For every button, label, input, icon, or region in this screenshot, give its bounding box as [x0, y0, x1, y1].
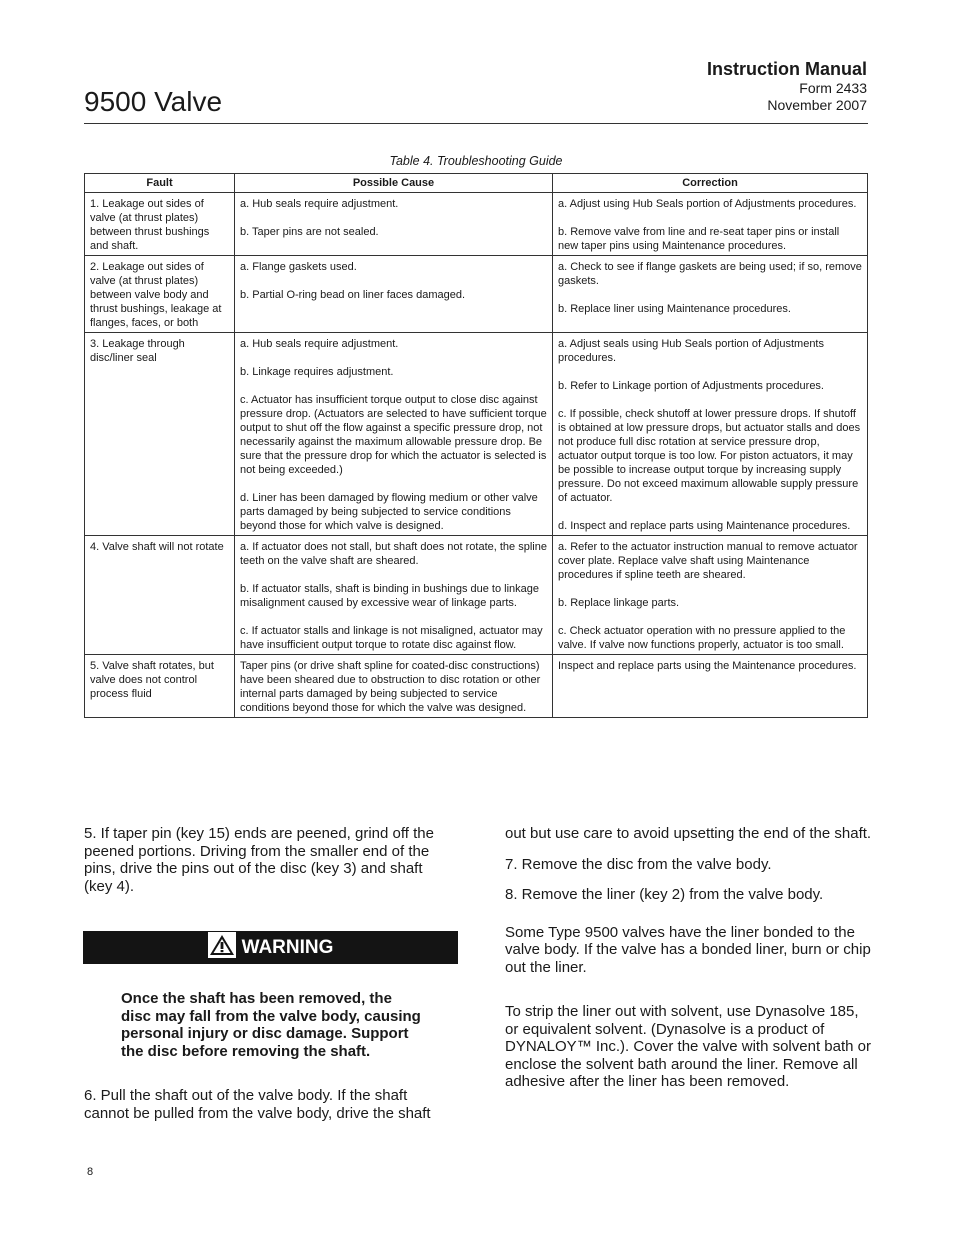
- cause-item: b. If actuator stalls, shaft is binding in bushings due to linkage misalignment caused by excessive wear of linkage parts.: [240, 583, 540, 609]
- correction-cell: [553, 655, 868, 718]
- table-row: [85, 256, 868, 333]
- step-8-text: 8. Remove the liner (key 2) from the valve body.: [505, 886, 824, 903]
- cause-cell: [235, 256, 553, 333]
- correction-cell: [553, 256, 868, 333]
- correction-item: a. Adjust seals using Hub Seals portion of Adjustments procedures.: [558, 338, 824, 364]
- correction-item: a. Adjust using Hub Seals portion of Adjustments procedures.: [558, 198, 857, 210]
- correction-item: a. Refer to the actuator instruction manual to remove actuator cover plate. Replace valve shaft using Maintenance procedures if spline teeth are sheared.: [558, 541, 858, 581]
- cause-item: c. If actuator stalls and linkage is not misaligned, actuator may have insufficient output torque to rotate disc against flow.: [240, 625, 543, 651]
- step-7-text: 7. Remove the disc from the valve body.: [505, 855, 772, 873]
- cause-item: a. If actuator does not stall, but shaft does not rotate, the spline teeth on the valve shaft are sheared.: [240, 541, 547, 567]
- table-row: [85, 536, 868, 655]
- table-body: [85, 193, 868, 718]
- table-row: [85, 655, 868, 718]
- cause-item: b. Taper pins are not sealed.: [240, 226, 379, 238]
- table-row: [85, 193, 868, 256]
- header-divider: [84, 123, 868, 124]
- cause-cell: [235, 193, 553, 256]
- publication-date: November 2007: [767, 97, 867, 113]
- warning-label: WARNING: [241, 936, 334, 958]
- bonded-liner-paragraph: Some Type 9500 valves have the liner bonded to the valve body. If the valve has a bonded liner, burn or chip out the liner.: [505, 923, 871, 976]
- cause-item: c. Actuator has insufficient torque output to close disc against pressure drop. (Actuators are selected to have sufficient torque output to shut off the flow against a specific pressure drop, not necessarily against the maximum allowable pressure drop. Be sure that the pressure drop for which the actuator is selected is not being exceeded.): [240, 394, 547, 476]
- warning-text: Once the shaft has been removed, the disc may fall from the valve body, causing personal injury or disc damage. Support the disc before removing the shaft.: [121, 990, 421, 1060]
- correction-cell: [553, 536, 868, 655]
- correction-item: b. Replace liner using Maintenance procedures.: [558, 303, 791, 315]
- fault-cell: 3. Leakage through disc/liner seal: [85, 333, 235, 536]
- correction-cell: [553, 333, 868, 536]
- warning-banner: [83, 931, 458, 964]
- left-column: [84, 825, 452, 895]
- troubleshooting-table: [84, 173, 868, 718]
- correction-item: b. Refer to Linkage portion of Adjustments procedures.: [558, 380, 824, 392]
- correction-item: c. Check actuator operation with no pressure applied to the valve. If valve now functions properly, actuator is too small.: [558, 625, 846, 651]
- fault-cell: 2. Leakage out sides of valve (at thrust plates) between valve body and thrust bushings, leakage at flanges, faces, or both: [85, 256, 235, 333]
- correction-item: d. Inspect and replace parts using Maintenance procedures.: [558, 520, 851, 532]
- manual-label: Instruction Manual: [706, 59, 867, 79]
- step-5-text: 5. If taper pin (key 15) ends are peened, grind off the peened portions. Driving from the smaller end of the pins, drive the pins out of the disc (key 3) and shaft (key 4).: [84, 825, 434, 895]
- fault-cell: 1. Leakage out sides of valve (at thrust plates) between thrust bushings and shaft.: [85, 193, 235, 256]
- cause-cell: [235, 333, 553, 536]
- cause-item: a. Flange gaskets used.: [240, 261, 357, 273]
- page-number: 8: [87, 1166, 94, 1178]
- document-title: 9500 Valve: [84, 86, 223, 117]
- fault-cell: 5. Valve shaft rotates, but valve does not control process fluid: [85, 655, 235, 718]
- cause-item: Taper pins (or drive shaft spline for coated-disc constructions) have been sheared due to obstruction to disc rotation or other internal parts damaged by being subjected to service conditions beyond those for which the valve was designed.: [240, 660, 541, 714]
- correction-cell: [553, 193, 868, 256]
- cause-cell: [235, 655, 553, 718]
- table-header-row: [85, 174, 868, 193]
- solvent-paragraph: To strip the liner out with solvent, use Dynasolve 185, or equivalent solvent. (Dynasolve is a product of DYNALOY™ Inc.). Cover the valve with solvent bath or enclose the solvent bath around the liner. Remove all adhesive after the liner has been removed.: [505, 1003, 871, 1090]
- warning-triangle-icon: [208, 932, 236, 963]
- step-6-continued-text: out but use care to avoid upsetting the end of the shaft.: [505, 825, 872, 842]
- cause-item: d. Liner has been damaged by flowing medium or other valve parts damaged by being subjected to service conditions beyond those for which valve is designed.: [240, 492, 538, 532]
- correction-item: c. If possible, check shutoff at lower pressure drops. If shutoff is obtained at low pressure drops, but actuator stalls and does not produce full disc rotation at service pressure drop, actuator output torque is too low. For piston actuators, it may be possible to increase output torque by increasing supply pressure. Do not exceed maximum allowable supply pressure of actuator.: [558, 408, 861, 504]
- table-caption: Table 4. Troubleshooting Guide: [389, 154, 563, 168]
- header-info: [707, 58, 867, 114]
- cause-item: a. Hub seals require adjustment.: [240, 338, 399, 350]
- correction-item: a. Check to see if flange gaskets are being used; if so, remove gaskets.: [558, 261, 862, 287]
- step-6-text: 6. Pull the shaft out of the valve body. If the shaft cannot be pulled from the valve body, drive the shaft: [84, 1087, 431, 1122]
- column-header-possible-cause: Possible Cause: [235, 174, 553, 193]
- column-header-fault: Fault: [85, 174, 235, 193]
- cause-cell: [235, 536, 553, 655]
- correction-item: Inspect and replace parts using the Maintenance procedures.: [558, 660, 857, 672]
- column-header-correction: Correction: [553, 174, 868, 193]
- step-6-block: [84, 1087, 452, 1122]
- cause-item: b. Linkage requires adjustment.: [240, 366, 394, 378]
- table-row: [85, 333, 868, 536]
- cause-item: a. Hub seals require adjustment.: [240, 198, 399, 210]
- correction-item: b. Replace linkage parts.: [558, 597, 680, 609]
- cause-item: b. Partial O-ring bead on liner faces damaged.: [240, 289, 466, 301]
- fault-cell: 4. Valve shaft will not rotate: [85, 536, 235, 655]
- form-number: Form 2433: [799, 80, 867, 96]
- right-column: [505, 825, 875, 1091]
- correction-item: b. Remove valve from line and re-seat taper pins or install new taper pins using Maintenance procedures.: [558, 226, 840, 252]
